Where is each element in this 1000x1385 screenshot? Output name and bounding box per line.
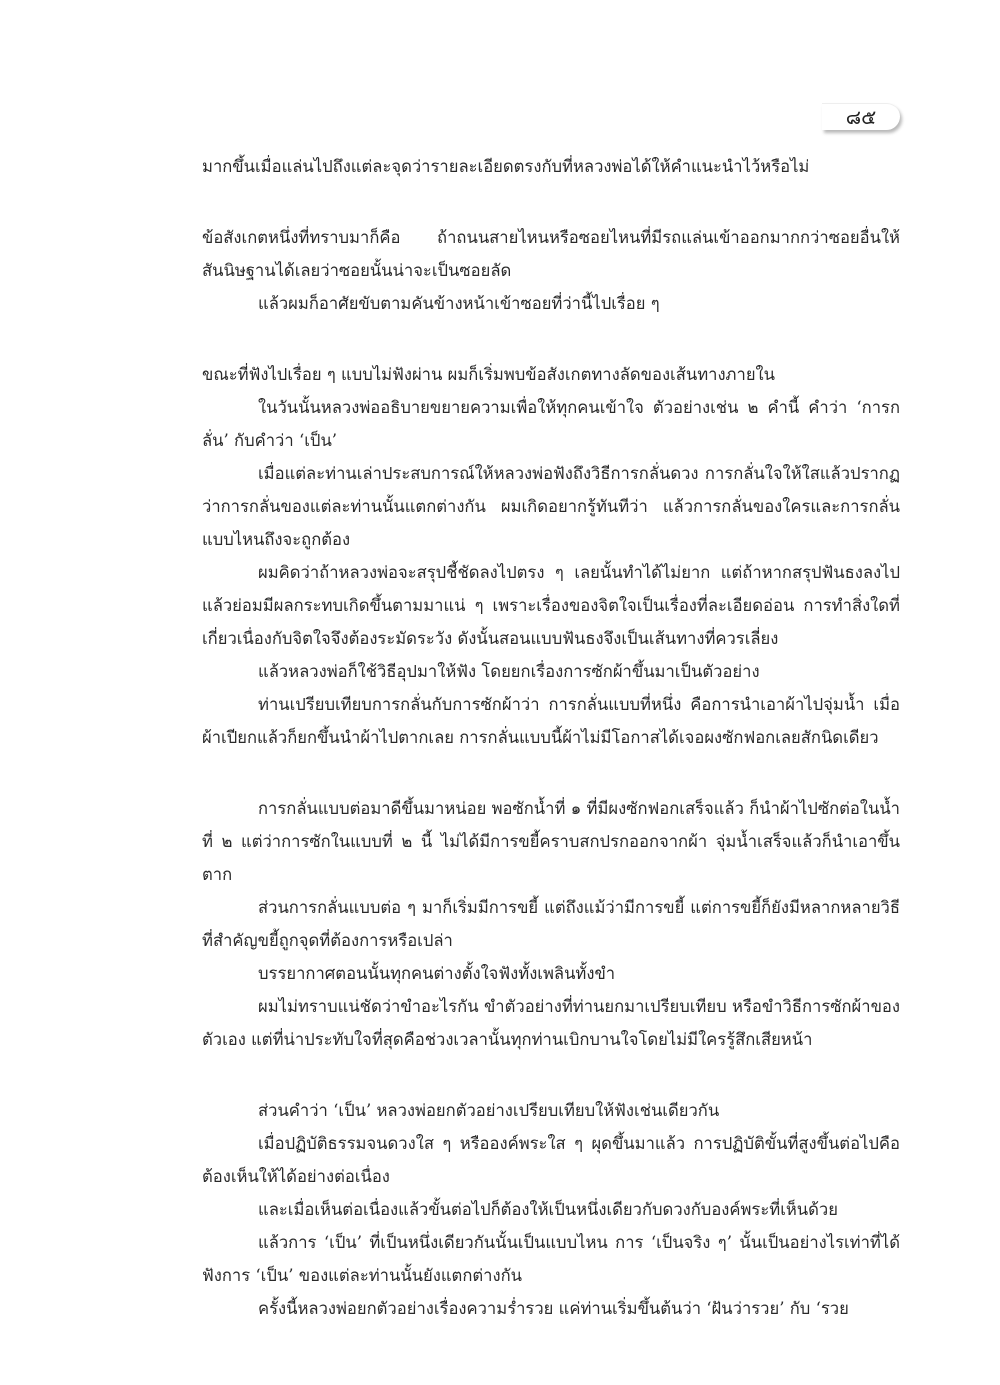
- paragraph: มากขึ้นเมื่อแล่นไปถึงแต่ละจุดว่ารายละเอียดตรงกับที่หลวงพ่อได้ให้คำแนะนำไว้หรือไม่: [202, 157, 810, 176]
- paragraph: และเมื่อเห็นต่อเนื่องแล้วขั้นต่อไปก็ต้องให้เป็นหนึ่งเดียวกับดวงกับองค์พระที่เห็นด้วย: [258, 1200, 838, 1219]
- paragraph: ส่วนการกลั่นแบบต่อ ๆ มาก็เริ่มมีการขยี้ แต่ถึงแม้ว่ามีการขยี้ แต่การขยี้ก็ยังมีหลากหลายวิธี ที่สำคัญขยี้ถูกจุดที่ต้องการหรือเปล่า: [202, 898, 900, 950]
- paragraph: ในวันนั้นหลวงพ่ออธิบายขยายความเพื่อให้ทุกคนเข้าใจ ตัวอย่างเช่น ๒ คำนี้ คำว่า ‘การกลั่น’ กับคำว่า ‘เป็น’: [202, 398, 900, 450]
- paragraph-spacer: [202, 183, 900, 221]
- paragraph: แล้วหลวงพ่อก็ใช้วิธีอุปมาให้ฟัง โดยยกเรื่องการซักผ้าขึ้นมาเป็นตัวอย่าง: [258, 662, 760, 681]
- paragraph: ครั้งนี้หลวงพ่อยกตัวอย่างเรื่องความร่ำรวย แค่ท่านเริ่มขึ้นต้นว่า ‘ฝันว่ารวย’ กับ ‘รวย: [258, 1299, 849, 1318]
- paragraph: เมื่อแต่ละท่านเล่าประสบการณ์ให้หลวงพ่อฟังถึงวิธีการกลั่นดวง การกลั่นใจให้ใสแล้วปรากฏว่าการกลั่นของแต่ละท่านนั้นแตกต่างกัน ผมเกิดอยากรู้ทันทีว่า แล้วการกลั่นของใครและการกลั่นแบบไหนถึงจะถูกต้อง: [202, 464, 900, 549]
- paragraph: ท่านเปรียบเทียบการกลั่นกับการซักผ้าว่า การกลั่นแบบที่หนึ่ง คือการนำเอาผ้าไปจุ่มน้ำ เมื่อผ้าเปียกแล้วก็ยกขึ้นนำผ้าไปตากเลย การกลั่นแบบนี้ผ้าไม่มีโอกาสได้เจอผงซักฟอกเลยสักนิดเดียว: [202, 695, 900, 747]
- paragraph: บรรยากาศตอนนั้นทุกคนต่างตั้งใจฟังทั้งเพลินทั้งขำ: [258, 964, 616, 983]
- paragraph: ข้อสังเกตหนึ่งที่ทราบมาก็คือ ถ้าถนนสายไหนหรือซอยไหนที่มีรถแล่นเข้าออกมากกว่าซอยอื่นให้สันนิษฐานได้เลยว่าซอยนั้นน่าจะเป็นซอยลัด: [202, 228, 900, 280]
- paragraph: ผมคิดว่าถ้าหลวงพ่อจะสรุปชี้ชัดลงไปตรง ๆ เลยนั้นทำได้ไม่ยาก แต่ถ้าหากสรุปฟันธงลงไปแล้วย่อมมีผลกระทบเกิดขึ้นตามมาแน่ ๆ เพราะเรื่องของจิตใจเป็นเรื่องที่ละเอียดอ่อน การทำสิ่งใดที่เกี่ยวเนื่องกับจิตใจจึงต้องระมัดระวัง ดังนั้นสอนแบบฟันธงจึงเป็นเส้นทางที่ควรเลี่ยง: [202, 563, 900, 648]
- paragraph: แล้วผมก็อาศัยขับตามคันข้างหน้าเข้าซอยที่ว่านี้ไปเรื่อย ๆ: [258, 294, 660, 313]
- paragraph: ส่วนคำว่า ‘เป็น’ หลวงพ่อยกตัวอย่างเปรียบเทียบให้ฟังเช่นเดียวกัน: [258, 1101, 720, 1120]
- paragraph: ผมไม่ทราบแน่ชัดว่าขำอะไรกัน ขำตัวอย่างที่ท่านยกมาเปรียบเทียบ หรือขำวิธีการซักผ้าของตัวเอง แต่ที่น่าประทับใจที่สุดคือช่วงเวลานั้นทุกท่านเบิกบานใจโดยไม่มีใครรู้สึกเสียหน้า: [202, 997, 900, 1049]
- paragraph-spacer: [202, 320, 900, 358]
- page-number: ๘๕: [845, 105, 877, 129]
- body-text: [202, 150, 900, 1325]
- page-number-tab: [822, 103, 900, 130]
- paragraph: การกลั่นแบบต่อมาดีขึ้นมาหน่อย พอซักน้ำที่ ๑ ที่มีผงซักฟอกเสร็จแล้ว ก็นำผ้าไปซักต่อในน้ำที่ ๒ แต่ว่าการซักในแบบที่ ๒ นี้ ไม่ได้มีการขยี้คราบสกปรกออกจากผ้า จุ่มน้ำเสร็จแล้วก็นำเอาขึ้นตาก: [202, 799, 900, 884]
- paragraph: แล้วการ ‘เป็น’ ที่เป็นหนึ่งเดียวกันนั้นเป็นแบบไหน การ ‘เป็นจริง ๆ’ นั้นเป็นอย่างไรเท่าที่ได้ฟังการ ‘เป็น’ ของแต่ละท่านนั้นยังแตกต่างกัน: [202, 1233, 900, 1285]
- paragraph: ขณะที่ฟังไปเรื่อย ๆ แบบไม่ฟังผ่าน ผมก็เริ่มพบข้อสังเกตทางลัดของเส้นทางภายใน: [202, 365, 775, 384]
- paragraph-spacer: [202, 1056, 900, 1094]
- paragraph-spacer: [202, 754, 900, 792]
- paragraph: เมื่อปฏิบัติธรรมจนดวงใส ๆ หรือองค์พระใส ๆ ผุดขึ้นมาแล้ว การปฏิบัติขั้นที่สูงขึ้นต่อไปคือต้องเห็นให้ได้อย่างต่อเนื่อง: [202, 1134, 900, 1186]
